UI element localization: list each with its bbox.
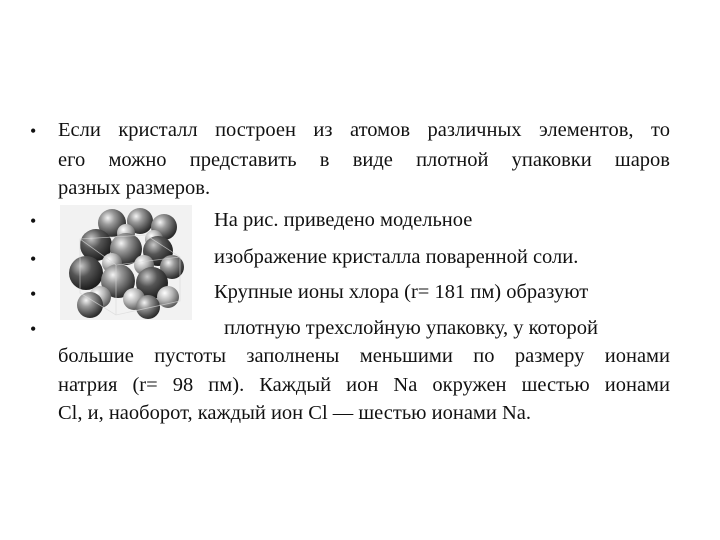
text-line-4: На рис. приведено модельное [214,209,473,231]
nacl-crystal-model-image [60,205,192,320]
text-line-9: натрия (r= 98 пм). Каждый ион Na окружен шестью ионами [58,374,670,396]
text-line-10: Cl, и, наоборот, каждый ион Cl — шестью ионами Na. [58,402,532,424]
bullet-2: • [30,211,37,231]
text-line-7: плотную трехслойную упаковку, у которой [224,317,598,339]
text-line-5: изображение кристалла поваренной соли. [214,246,579,268]
bullet-4: • [30,284,37,304]
text-line-1: Если кристалл построен из атомов различных элементов, то [58,119,670,141]
bullet-1: • [30,121,37,141]
text-line-6: Крупные ионы хлора (r= 181 пм) образуют [214,281,589,303]
text-line-8: большие пустоты заполнены меньшими по размеру ионами [58,345,670,367]
text-line-2: его можно представить в виде плотной упаковки шаров [58,149,670,171]
bullet-3: • [30,249,37,269]
bullet-5: • [30,319,37,339]
text-line-3: разных размеров. [58,177,211,199]
